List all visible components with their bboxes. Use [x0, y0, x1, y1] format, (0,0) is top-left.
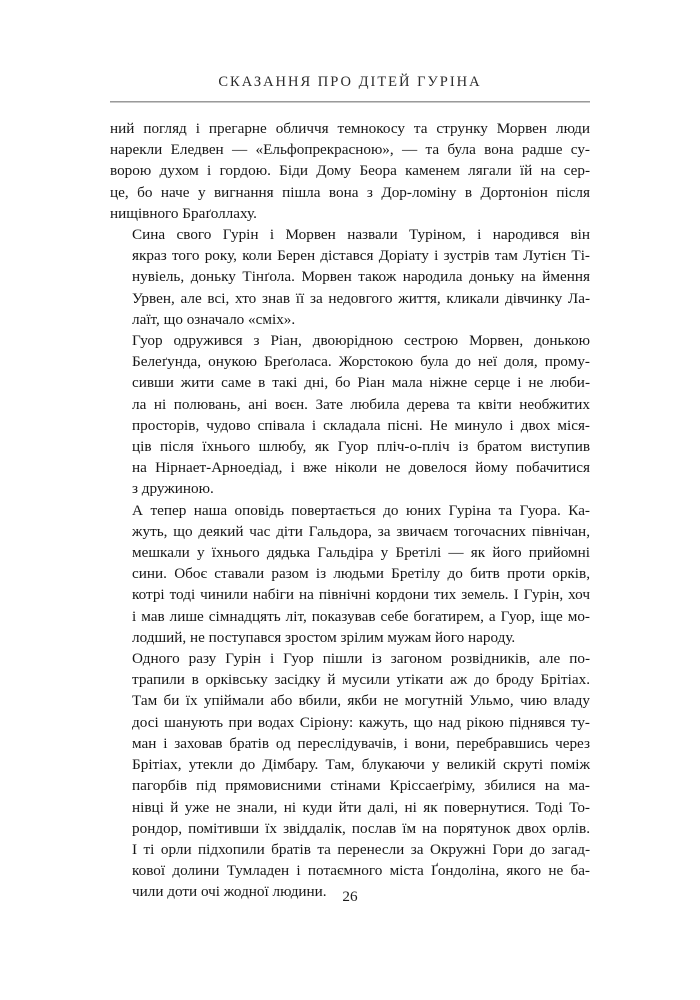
body-text-block	[110, 118, 590, 903]
text-line: нівці й уже не знали, ні куди йти далі, ні як повернутися. Тоді То-	[132, 798, 590, 816]
text-line: нувіель, доньку Тінґола. Морвен також народила доньку на ймення	[132, 268, 590, 286]
text-line: це, бо наче у вигнання пішла вона з Дор-ломіну в Дортоніон після	[110, 183, 590, 201]
text-line: лаїт, що означало «сміх».	[132, 310, 296, 328]
text-line: ців після їхнього шлюбу, як Гуор пліч-о-пліч із братом виступив	[132, 438, 590, 456]
text-line: чили доти очі жодної людини.	[132, 883, 327, 901]
text-line: Урвен, але всі, хто знав її за недовгого життя, кликали дівчинку Ла-	[132, 289, 590, 307]
paragraph	[110, 330, 590, 500]
text-line: лодший, не поступався зростом зрілим мужам його народу.	[132, 628, 516, 646]
text-line: досі шанують при водах Сіріону: кажуть, що над рікою піднявся ту-	[132, 713, 590, 731]
paragraph	[110, 648, 590, 902]
text-line: Сина свого Гурін і Морвен назвали Туріном, і народився він	[132, 226, 590, 244]
text-line: нарекли Еледвен — «Ельфопрекрасною», — та була вона радше су-	[110, 141, 590, 159]
text-line: нищівного Браґоллаху.	[110, 204, 257, 222]
page-number: 26	[342, 888, 358, 905]
text-line: Белеґунда, онукою Бреґоласа. Жорстокою була до неї доля, прому-	[132, 353, 590, 371]
text-line: котрі тоді чинили набіги на північні кордони тих земель. І Гурін, хоч	[132, 586, 590, 604]
text-line: сивши жити саме в такі дні, бо Ріан мала ніжне серце і не люби-	[132, 374, 590, 392]
paragraph	[110, 118, 590, 224]
text-line: Гуор одружився з Ріан, двоюрідною сестрою Морвен, донькою	[132, 332, 590, 350]
text-line: ворою духом і гордою. Біди Дому Беора каменем лягали їй на сер-	[110, 162, 590, 180]
text-line: просторів, чудово співала і складала пісні. Не минуло і двох міся-	[132, 416, 590, 434]
paragraph	[110, 500, 590, 648]
text-line: мешкали у їхнього дядька Гальдіра у Бретілі — як його прийомні	[132, 544, 590, 562]
text-line: Брітіах, утекли до Дімбару. Там, блукаючи у великій скруті поміж	[132, 756, 590, 774]
header-rule	[110, 101, 590, 103]
text-line: ла ні полювань, ані воєн. Зате любила дерева та квіти необжитих	[132, 395, 590, 413]
text-line: ний погляд і прегарне обличчя темнокосу та струнку Морвен люди	[110, 120, 590, 137]
text-line: І ті орли підхопили братів та перенесли за Окружні Гори до загад-	[132, 840, 590, 858]
running-header: СКАЗАННЯ ПРО ДІТЕЙ ГУРІНА	[218, 74, 482, 90]
text-line: і мав лише сімнадцять літ, показував себе богатирем, а Гуор, іще мо-	[132, 607, 590, 625]
text-line: жуть, що деякий час діти Гальдора, за звичаєм тогочасних північан,	[132, 522, 590, 540]
text-line: рондор, помітивши їх звіддалік, послав їм на порятунок двох орлів.	[132, 819, 590, 837]
text-line: Там би їх упіймали або вбили, якби не могутній Ульмо, чию владу	[132, 692, 590, 710]
text-line: трапили в орківську засідку й мусили утікати аж до броду Брітіах.	[132, 671, 590, 689]
text-line: Одного разу Гурін і Гуор пішли із загоном розвідників, але по-	[132, 650, 590, 668]
text-line: пагорбів під прямовисними стінами Кріссаеґріму, збилися на ма-	[132, 777, 590, 795]
text-line: А тепер наша оповідь повертається до юних Гуріна та Гуора. Ка-	[132, 501, 590, 519]
text-line: ман і заховав братів од переслідувачів, і вони, перебравшись через	[132, 734, 590, 752]
text-line: сини. Обоє ставали разом із людьми Бретілу до битв проти орків,	[132, 565, 590, 583]
text-line: кової долини Тумладен і потаємного міста Ґондоліна, якого не ба-	[132, 862, 590, 880]
text-line: на Нірнает-Арноедіад, і вже ніколи не довелося йому побачитися	[132, 459, 590, 477]
text-line: якраз того року, коли Берен дістався Доріату і зустрів там Лутієн Ті-	[132, 247, 590, 265]
text-line: з дружиною.	[132, 480, 214, 498]
paragraph	[110, 224, 590, 330]
